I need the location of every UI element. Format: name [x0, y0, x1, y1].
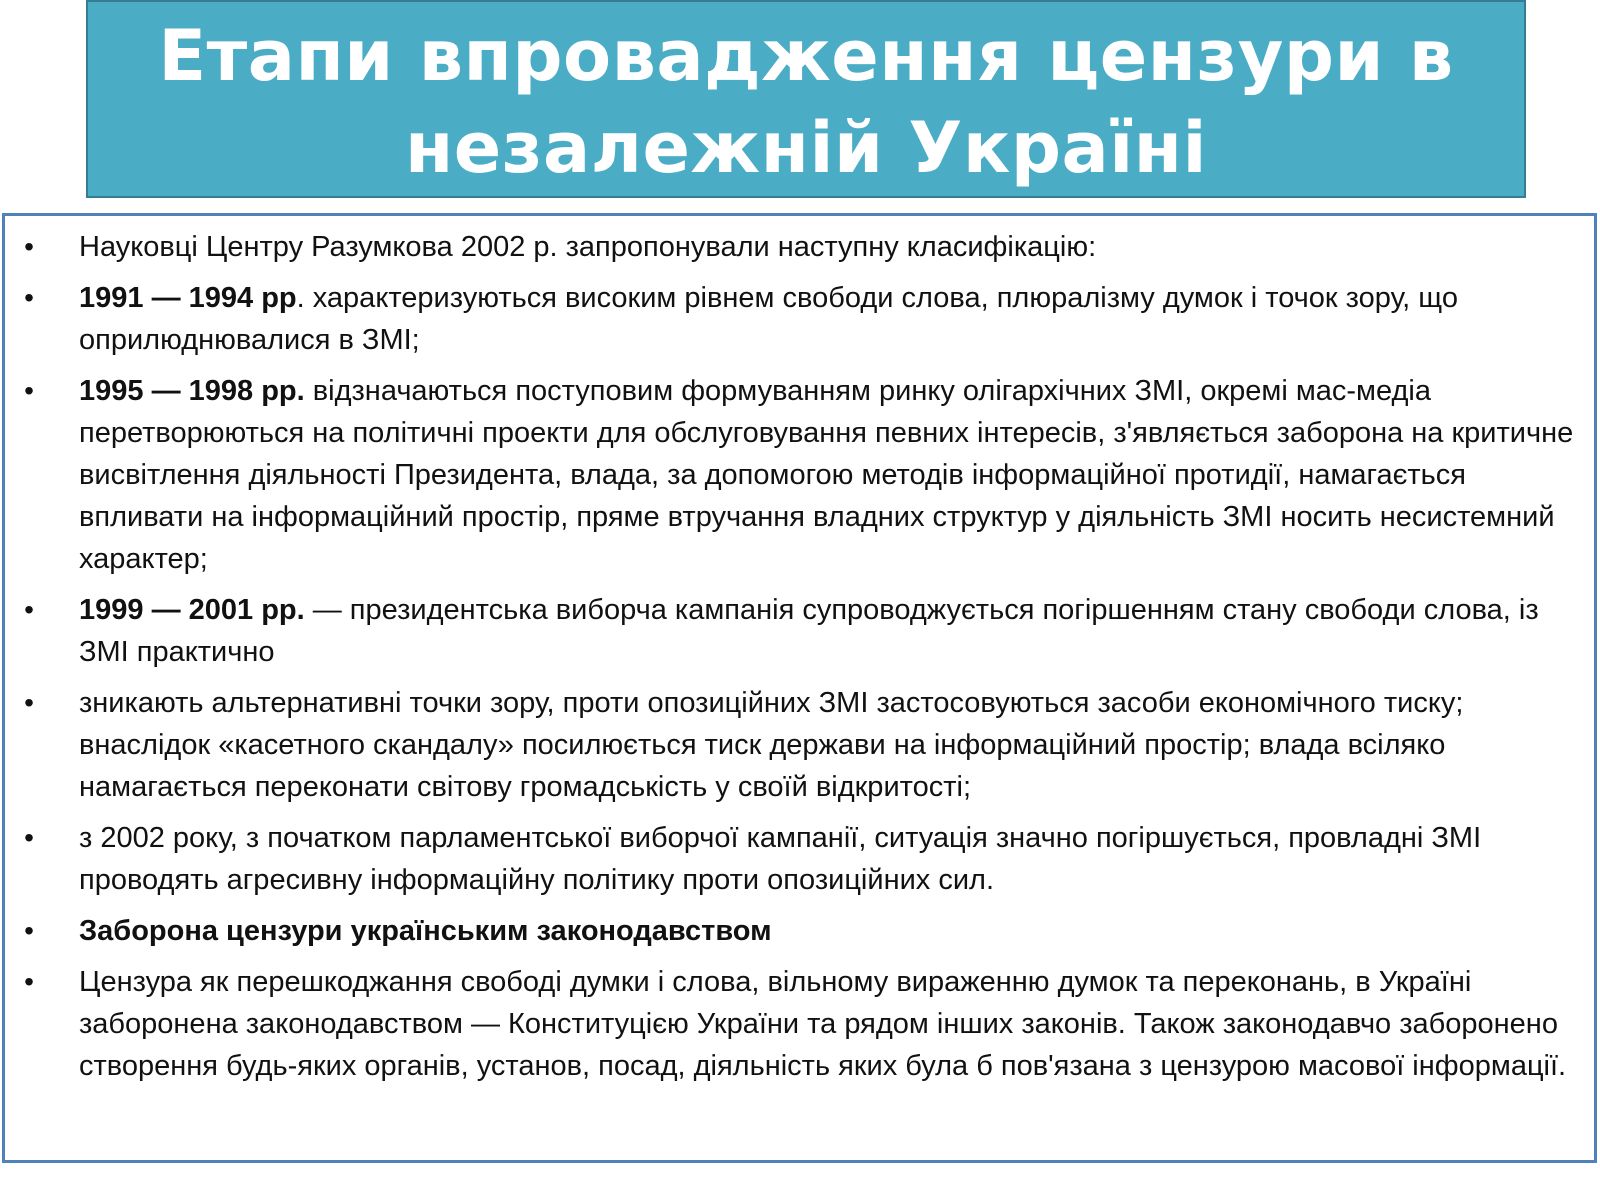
slide-title: [86, 0, 1526, 198]
bullet-list: [5, 226, 1580, 1087]
list-item-text: — президентська виборча кампанія супроводжується погіршенням стану свободи слова, із ЗМІ практично: [79, 594, 1539, 668]
list-item: [5, 817, 1580, 901]
list-item-bold: 1991 — 1994 рр: [79, 282, 297, 314]
bullet-icon: •: [24, 915, 34, 946]
list-item-bold: 1999 — 2001 рр.: [79, 594, 305, 626]
list-item: [5, 226, 1580, 268]
list-item-text: Науковці Центру Разумкова 2002 р. запропонували наступну класифікацію:: [79, 231, 1097, 263]
list-item-text: . характеризуються високим рівнем свободи слова, плюралізму думок і точок зору, що оприлюднювалися в ЗМІ;: [79, 282, 1458, 356]
bullet-icon: •: [24, 282, 34, 313]
slide-title-line-2: незалежній Україні: [404, 107, 1208, 189]
content-panel: [2, 213, 1597, 1163]
bullet-icon: •: [24, 231, 34, 262]
list-item: [5, 370, 1580, 580]
list-item-text: з 2002 року, з початком парламентської виборчої кампанії, ситуація значно погіршується, провладні ЗМІ проводять агресивну інформаційну політику проти опозиційних сил.: [79, 822, 1482, 896]
list-item: [5, 277, 1580, 361]
list-item-text: відзначаються поступовим формуванням ринку олігархічних ЗМІ, окремі мас-медіа перетворюються на політичні проекти для обслуговування певних інтересів, з'являється заборона на критичне висвітлення діяльності Президента, влада, за допомогою методів інформаційної протидії, намагається впливати на інформаційний простір, пряме втручання владних структур у діяльність ЗМІ носить несистемний характер;: [79, 375, 1574, 575]
list-item-text: зникають альтернативні точки зору, проти опозиційних ЗМІ застосовуються засоби економічного тиску; внаслідок «касетного скандалу» посилюється тиск держави на інформаційний простір; влада всіляко намагається переконати світову громадськість у своїй відкритості;: [79, 687, 1464, 803]
list-item-bold: Заборона цензури українським законодавством: [79, 915, 772, 947]
bullet-icon: •: [24, 687, 34, 718]
bullet-icon: •: [24, 966, 34, 997]
list-item: [5, 910, 1580, 952]
list-item-bold: 1995 — 1998 рр.: [79, 375, 305, 407]
bullet-icon: •: [24, 822, 34, 853]
slide-title-line-1: Етапи впровадження цензури в: [158, 15, 1454, 97]
bullet-icon: •: [24, 594, 34, 625]
list-item: [5, 961, 1580, 1087]
list-item: [5, 589, 1580, 673]
list-item: [5, 682, 1580, 808]
bullet-icon: •: [24, 375, 34, 406]
list-item-text: Цензура як перешкоджання свободі думки і слова, вільному вираженню думок та переконань, в Україні заборонена законодавством — Конституцією України та рядом інших законів. Також законодавчо заборонено створення будь-яких органів, установ, посад, діяльність яких була б пов'язана з цензурою масової інформації.: [79, 966, 1567, 1082]
